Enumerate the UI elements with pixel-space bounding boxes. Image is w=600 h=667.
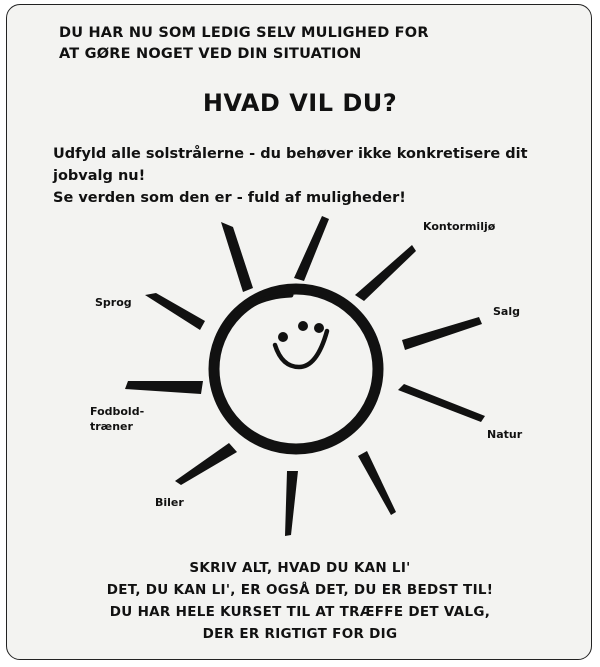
ray-top-right xyxy=(355,245,416,301)
intro-line-2: AT GØRE NOGET VED DIN SITUATION xyxy=(59,46,362,62)
ray-label-fodboldtraener xyxy=(90,404,144,434)
intro-line-1: DU HAR NU SOM LEDIG SELV MULIGHED FOR xyxy=(59,25,429,41)
sun-eye-left xyxy=(278,332,288,342)
sun-rays xyxy=(125,216,485,536)
ray-right-lower xyxy=(398,384,485,422)
instructions-line-2: Se verden som den er - fuld af muligheder! xyxy=(53,190,406,206)
ray-label-natur: Natur xyxy=(487,428,523,441)
ray-label-kontormiljo: Kontormiljø xyxy=(423,220,496,233)
ray-right-upper xyxy=(402,317,482,350)
ray-label-biler: Biler xyxy=(155,496,184,509)
ray-left-upper xyxy=(145,293,205,330)
closing-text xyxy=(7,557,593,645)
page-title: HVAD VIL DU? xyxy=(202,89,398,117)
ray-bottom-right xyxy=(358,451,396,515)
ray-label-fodbold-line-1: Fodbold- xyxy=(90,405,145,418)
worksheet-page xyxy=(6,4,592,660)
ray-bottom xyxy=(285,471,298,536)
closing-line-2: DET, DU KAN LI', ER OGSÅ DET, DU ER BEDST TIL! xyxy=(106,582,494,598)
ray-top xyxy=(294,216,329,281)
closing-line-1: SKRIV ALT, HVAD DU KAN LI' xyxy=(189,560,411,576)
sun-face xyxy=(214,289,378,449)
sun-eye-right xyxy=(314,323,324,333)
sun-eye-middle xyxy=(298,321,308,331)
ray-top-left xyxy=(221,222,253,292)
closing-line-4: DER ER RIGTIGT FOR DIG xyxy=(202,626,398,642)
ray-left xyxy=(125,381,203,394)
instructions-line-1: Udfyld alle solstrålerne - du behøver ikke konkretisere dit jobvalg nu! xyxy=(53,146,528,184)
ray-label-fodbold-line-2: træner xyxy=(90,420,133,433)
ray-label-salg: Salg xyxy=(493,305,520,318)
closing-line-3: DU HAR HELE KURSET TIL AT TRÆFFE DET VALG, xyxy=(109,604,491,620)
ray-label-sprog: Sprog xyxy=(95,296,132,309)
ray-left-lower xyxy=(175,443,237,485)
